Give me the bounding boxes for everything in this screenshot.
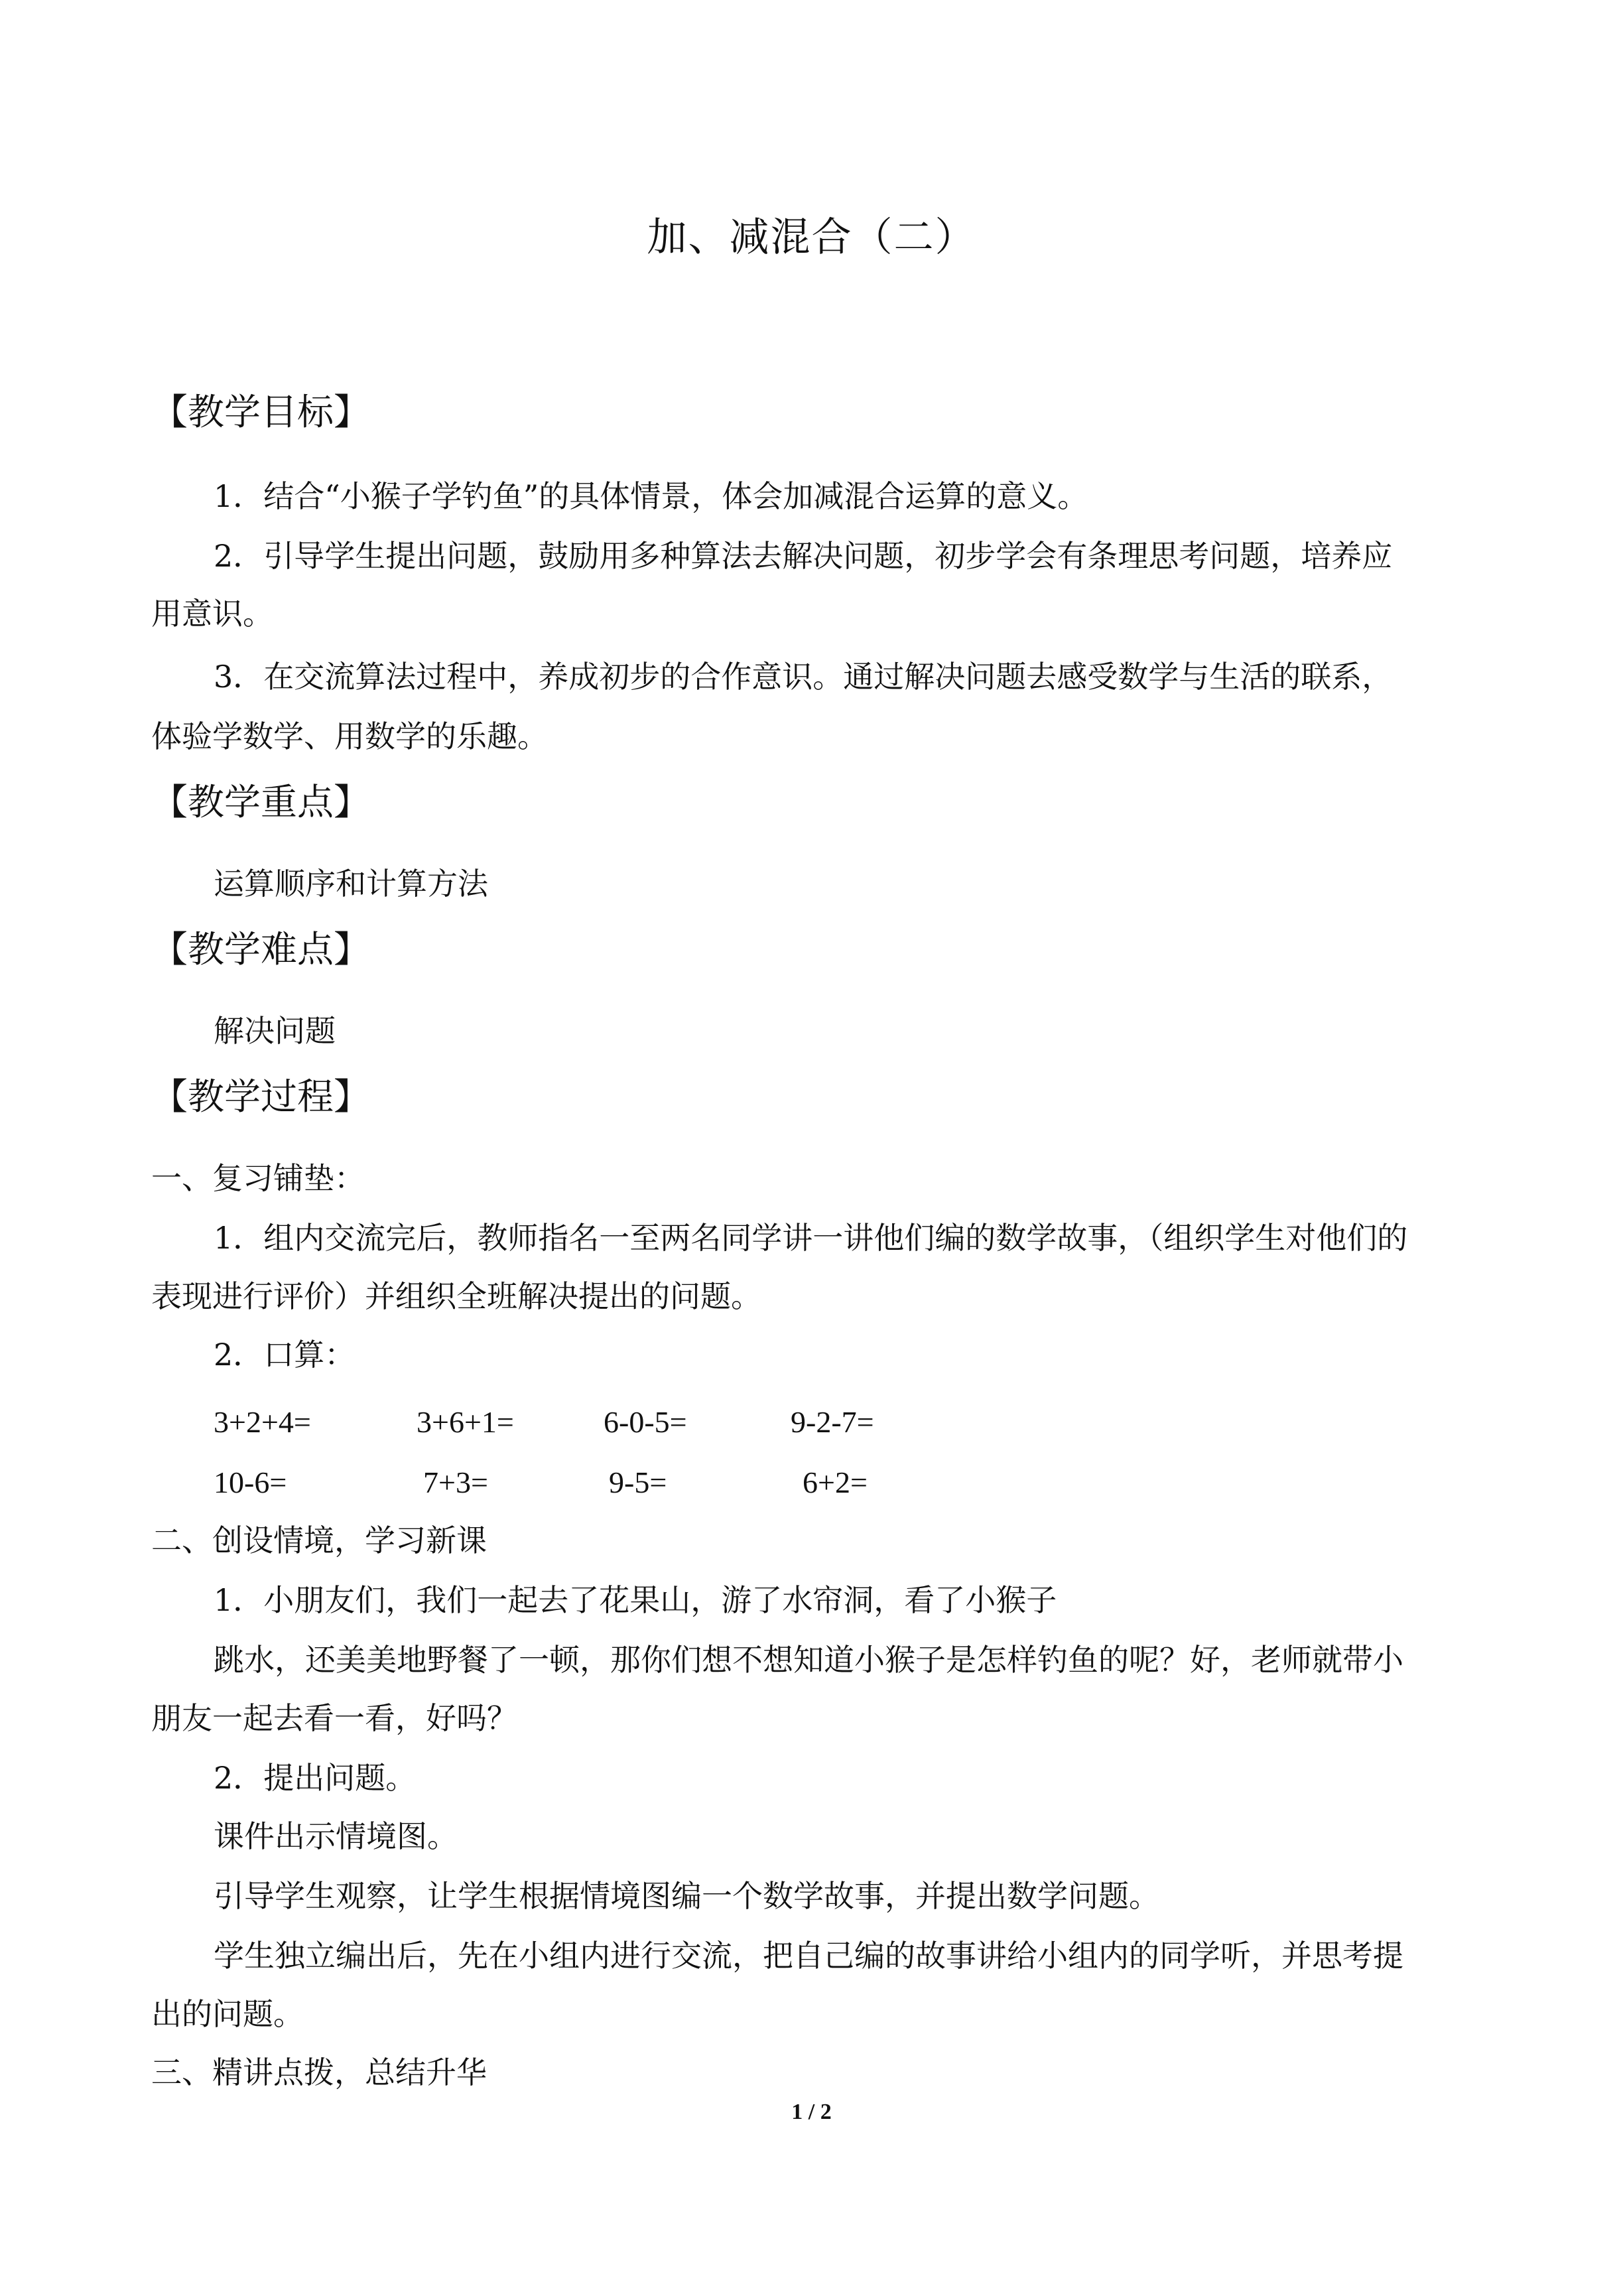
page-number: 1 / 2: [791, 2100, 832, 2124]
part1-title: 一、复习铺垫：: [151, 1160, 365, 1196]
objective-2-line-2: 用意识。: [151, 596, 273, 632]
exercise-row1-4: 9-2-7=: [791, 1405, 874, 1439]
objective-1: 1．结合“小猴子学钓鱼”的具体情景，体会加减混合运算的意义。: [214, 478, 1088, 514]
part2-item1-line-1: 1．小朋友们，我们一起去了花果山，游了水帘洞，看了小猴子: [214, 1582, 1057, 1618]
exercise-row2-2: 7+3=: [423, 1465, 488, 1499]
part1-item1-line-1: 1．组内交流完后，教师指名一至两名同学讲一讲他们编的数学故事，（组织学生对他们的: [214, 1220, 1408, 1256]
exercise-row2-4: 6+2=: [803, 1465, 868, 1499]
part2-item2: 2．提出问题。: [214, 1760, 417, 1796]
part1-item2: 2．口算：: [214, 1337, 356, 1373]
part2-text-2: 引导学生观察，让学生根据情境图编一个数学故事，并提出数学问题。: [214, 1878, 1159, 1914]
exercise-row1-2: 3+6+1=: [417, 1405, 514, 1439]
page-title: 加、减混合（二）: [647, 214, 976, 261]
exercise-row1-1: 3+2+4=: [214, 1405, 311, 1439]
difficulties-heading: 【教学难点】: [151, 928, 371, 971]
part2-text-1: 课件出示情境图。: [214, 1818, 458, 1854]
exercise-row1-3: 6-0-5=: [604, 1405, 687, 1439]
part3-title: 三、精讲点拨，总结升华: [151, 2055, 487, 2090]
exercise-row2-1: 10-6=: [214, 1465, 287, 1499]
exercise-row2-3: 9-5=: [609, 1465, 667, 1499]
part2-item1-line-3: 朋友一起去看一看，好吗？: [151, 1700, 517, 1736]
objective-2-line-1: 2．引导学生提出问题，鼓励用多种算法去解决问题，初步学会有条理思考问题，培养应: [214, 538, 1393, 574]
part2-text-3-line-2: 出的问题。: [151, 1996, 304, 2032]
key-points-text: 运算顺序和计算方法: [214, 866, 488, 902]
objective-3-line-2: 体验学数学、用数学的乐趣。: [151, 718, 548, 754]
objective-3-line-1: 3．在交流算法过程中，养成初步的合作意识。通过解决问题去感受数学与生活的联系，: [214, 659, 1393, 695]
part2-item1-line-2: 跳水，还美美地野餐了一顿，那你们想不想知道小猴子是怎样钓鱼的呢？好，老师就带小: [214, 1642, 1403, 1678]
part2-text-3-line-1: 学生独立编出后，先在小组内进行交流，把自己编的故事讲给小组内的同学听，并思考提: [214, 1938, 1403, 1974]
key-points-heading: 【教学重点】: [151, 781, 371, 823]
objectives-heading: 【教学目标】: [151, 391, 371, 433]
part1-item1-line-2: 表现进行评价）并组织全班解决提出的问题。: [151, 1278, 761, 1314]
process-heading: 【教学过程】: [151, 1075, 371, 1118]
part2-title: 二、创设情境，学习新课: [151, 1522, 487, 1558]
difficulties-text: 解决问题: [214, 1013, 336, 1049]
